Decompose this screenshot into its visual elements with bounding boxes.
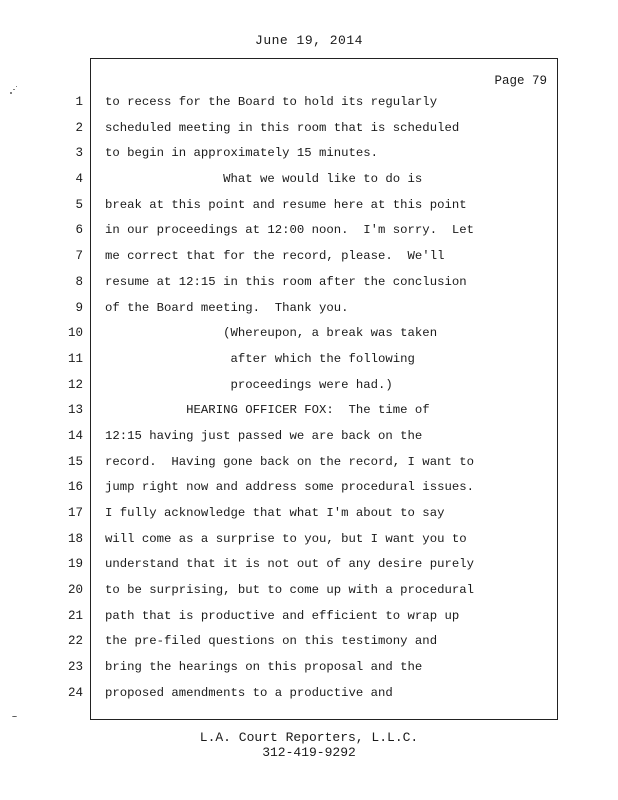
transcript-line: me correct that for the record, please. We'll bbox=[105, 249, 445, 264]
line-number: 5 bbox=[75, 197, 83, 212]
line-number: 18 bbox=[67, 531, 83, 546]
transcript-body bbox=[105, 93, 555, 710]
reporter-footer bbox=[0, 730, 618, 760]
transcript-date: June 19, 2014 bbox=[255, 33, 363, 48]
transcript-line: What we would like to do is bbox=[105, 172, 423, 187]
line-number: 2 bbox=[75, 120, 83, 135]
transcript-line: bring the hearings on this proposal and the bbox=[105, 660, 423, 675]
transcript-line: jump right now and address some procedural issues. bbox=[105, 480, 474, 495]
transcript-line: to begin in approximately 15 minutes. bbox=[105, 146, 379, 161]
line-number: 11 bbox=[67, 351, 83, 366]
line-number: 24 bbox=[67, 685, 83, 700]
line-number: 9 bbox=[75, 300, 83, 315]
line-number: 4 bbox=[75, 172, 83, 187]
line-number: 7 bbox=[75, 249, 83, 264]
transcript-line: path that is productive and efficient to wrap up bbox=[105, 608, 460, 623]
transcript-line: scheduled meeting in this room that is scheduled bbox=[105, 120, 460, 135]
scan-speck bbox=[13, 89, 15, 90]
line-number: 1 bbox=[75, 95, 83, 109]
line-number: 13 bbox=[67, 403, 83, 418]
scan-speck bbox=[10, 92, 12, 94]
transcript-line: proceedings were had.) bbox=[105, 377, 393, 392]
reporter-phone: 312-419-9292 bbox=[262, 745, 356, 760]
page-number: Page 79 bbox=[494, 74, 547, 88]
line-number: 3 bbox=[75, 146, 83, 161]
transcript-line: the pre-filed questions on this testimony and bbox=[105, 634, 438, 649]
line-number: 14 bbox=[67, 428, 83, 443]
transcript-line: to recess for the Board to hold its regularly bbox=[105, 95, 438, 109]
scan-speck bbox=[12, 716, 17, 717]
line-number: 8 bbox=[75, 274, 83, 289]
line-number: 17 bbox=[67, 506, 83, 520]
transcript-line: resume at 12:15 in this room after the conclusion bbox=[105, 274, 467, 289]
transcript-line: (Whereupon, a break was taken bbox=[105, 326, 438, 341]
transcript-line: proposed amendments to a productive and bbox=[105, 685, 393, 700]
line-number: 22 bbox=[67, 634, 83, 649]
line-number-column bbox=[55, 93, 83, 710]
transcript-line: will come as a surprise to you, but I want you to bbox=[105, 531, 467, 546]
line-number: 23 bbox=[67, 660, 83, 675]
transcript-line: after which the following bbox=[105, 351, 415, 366]
reporter-company: L.A. Court Reporters, L.L.C. bbox=[199, 730, 419, 745]
transcript-line: 12:15 having just passed we are back on the bbox=[105, 428, 423, 443]
transcript-line: to be surprising, but to come up with a procedural bbox=[105, 583, 474, 598]
transcript-line: I fully acknowledge that what I'm about to say bbox=[105, 506, 445, 520]
line-number: 21 bbox=[67, 608, 83, 623]
line-number: 12 bbox=[67, 377, 83, 392]
transcript-line: record. Having gone back on the record, I want to bbox=[105, 454, 474, 469]
line-number: 19 bbox=[67, 557, 83, 572]
line-number: 10 bbox=[67, 326, 83, 341]
scan-speck bbox=[16, 86, 17, 87]
line-number: 15 bbox=[67, 454, 83, 469]
line-number: 20 bbox=[67, 583, 83, 598]
transcript-line: of the Board meeting. Thank you. bbox=[105, 300, 349, 315]
transcript-line: break at this point and resume here at this point bbox=[105, 197, 467, 212]
transcript-line: in our proceedings at 12:00 noon. I'm sorry. Let bbox=[105, 223, 474, 238]
line-number: 6 bbox=[75, 223, 83, 238]
line-number: 16 bbox=[67, 480, 83, 495]
transcript-line: HEARING OFFICER FOX: The time of bbox=[105, 403, 430, 418]
transcript-line: understand that it is not out of any desire purely bbox=[105, 557, 474, 572]
